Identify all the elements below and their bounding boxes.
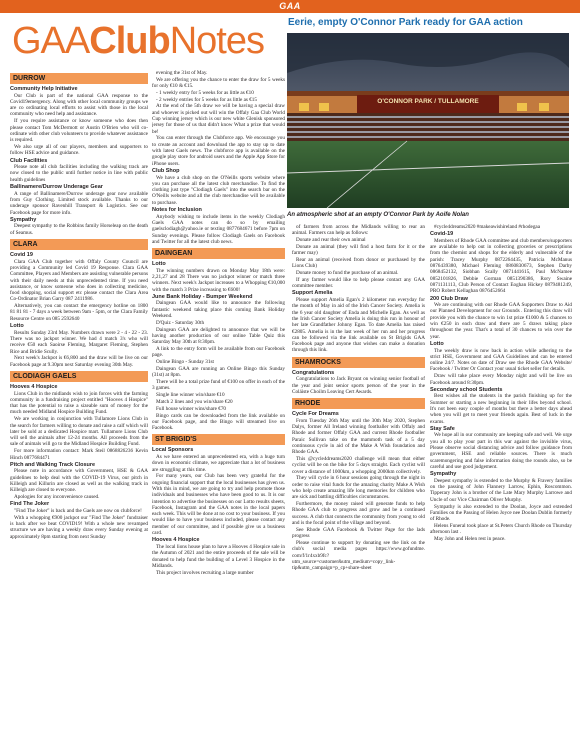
masthead-suffix: Notes — [169, 20, 264, 62]
paragraph: We are offering you the chance to enter the draw for 5 weeks for only €10 & €15. — [152, 76, 285, 90]
item-heading: June Bank Holiday - Bumper Weekend — [152, 293, 253, 300]
paragraph: Deepest sympathy to the Robbins family Horseleap on the death of Seamus. — [10, 223, 148, 236]
section-header: DAINGEAN — [152, 248, 285, 259]
item-heading: Covid 19 — [10, 252, 33, 259]
stadium-illustration — [287, 33, 569, 208]
paragraph: The winning numbers drawn on Monday May 18th were: 2,21,27 and 28 There was no jackpot winner or match three winners. Next week's Jackpot increases to a Whopping €10,000 with the match 3 Prize increasing to €600! — [152, 267, 285, 293]
paragraph: Helens Funeral took place at St.Peters Church Rhode on Thursday afternoon last . — [430, 522, 572, 536]
paragraph: This @cycle4dreams2020 challenge will mean that either cyclist will be on the bike for 5 days straight. Each cyclist will cover a distance of 1000km, a whopping 2000km collectively. — [292, 456, 425, 475]
paragraph: Single line winner win/share €10 — [156, 392, 225, 399]
paragraph: Anybody wishing to include items in the weekly Clodiagh Gaels GAA notes can do so by emailing gaelsclodiagh@yahoo.ie or texting 0877684671 before 7pm on Sunday evenings. Please follow Clodiagh Gaels on Facebook and Twitter for all the latest club news. — [152, 213, 285, 245]
item-heading: Lotto — [152, 261, 166, 268]
paragraph: of farmers from across the Midlands willing to rear an animal. Farmers can help as follows: — [292, 224, 425, 237]
column-2 — [152, 70, 285, 730]
item-heading: Hooves 4 Hospice — [10, 383, 58, 390]
masthead-prefix: GAA — [12, 20, 90, 62]
paragraph: Please note in accordance with Government, HSE & GAA guidelines to help deal with the COVID-19 Virus, our pitch in Killeigh and Killurin are closed as well as the walking track in Killeigh are closed to everyone. — [10, 468, 148, 494]
section-label: GAA — [279, 1, 301, 11]
paragraph: For many years, our Club has been very grateful for the ongoing financial support that the local businesses has given us. With this in mind, we are going to try and help promote those individuals and businesses who have been good to us. It is our intention to advertise the businesses on our Lotto results sheets, Facebook, Instagram and the GAA notes in the local papers each week. This will be done at no cost to your business. If you would like to have your business included, please contact any member of our committee, and if possible give us a business card. — [152, 473, 285, 537]
paragraph: Best wishes all the students in the parish finishing up for the Summer or starting a new beginning in their lifes beyond school. It's not been easy couple of months but there a better days ahead when you will get to meet your friends again. Best of luck in the exams. — [430, 393, 572, 425]
paragraph: Please support Amelia Egan's 2 kilometer run everyday for the month of May in aid of the Irish Cancer Society. Amelia is the 6 year old daughter of Enda and Michelle Egan. As well as the Irish Cancer Society Amelia is doing this run in honour of her late Grandfather Johnny Egan. To date Amelia has raised €2805. Amelia is in the last week of her run and her progress can be followed via the link available on St Brigids GAA Facebook page and anyone that wishes can make a donation through this link. — [292, 297, 425, 354]
paragraph: See Rhode GAA Facebook & Twitter Page for the lads progress — [292, 526, 425, 540]
item-heading: Congratulations — [292, 369, 335, 376]
paragraph: Full house winner wins/share €70 — [156, 405, 227, 412]
section-banner — [0, 0, 580, 13]
item-heading: Hooves 4 Hospice — [152, 537, 200, 544]
paragraph: May John and Helen rest in peace. — [434, 536, 506, 543]
paragraph: evening the 31st of May. — [156, 70, 208, 76]
paragraph: - 1 weekly entry for 5 weeks for as little as €10 — [156, 89, 254, 96]
paragraph: As we have entered an unprecedented era, with a huge turn down in economic climate, we appreciate that a lot of business are struggling at this time. — [152, 454, 285, 473]
item-heading: Pitch and Walking Track Closure — [10, 461, 96, 468]
item-heading: Covid-19 — [430, 231, 454, 238]
paragraph: Results Sunday 23rd May. Numbers drawn were 2 - 4 - 22 - 23. There was no jackpot winner. We had 4 match 3's who will receive €50 each Saoirse Fleming, Margaret Fleming, Stephen Rice and Bridie Scully. — [10, 329, 148, 355]
paragraph: Draw will take place every Monday night and will be live on Facebook around 8:30pm. — [430, 373, 572, 386]
paragraph: They will cycle in 6 hour sessions going through the night in order to raise vital funds for the amazing charity Make A Wish who help create amazing life long memories for children who are sick and battling difficulties circumstances. — [292, 475, 425, 501]
item-heading: Cycle For Dreams — [292, 411, 339, 418]
paragraph: Match 2 lines and you win/share €20 — [156, 398, 233, 405]
item-heading: Support Amelia — [292, 290, 333, 297]
section-header: CLARA — [10, 239, 148, 250]
section-header: SHAMROCKS — [292, 357, 425, 368]
item-heading: Ballinamere/Durrow Underage Gear — [10, 184, 103, 191]
paragraph: Clara GAA Club together with Offaly County Council are providing a Community led Covid 19 Response. Clara GAA Committee, Players and Members are assisting vulnerable persons with their daily needs at this unprecedented time. If you need assistance, or know someone who does in collecting medicine, food shopping, social support etc please contact the Clara Area Co-Ordinator Brian Garry 087 2411986. — [10, 258, 148, 303]
column-4 — [430, 224, 572, 729]
paragraph: Donate and rear their own animal — [296, 237, 366, 244]
paragraph: Congratulations to Jack Bryant on winning senior football of the year and joint senior sports person of the year in the Coláiste Choilm Leaving Cert Awards. — [292, 376, 425, 395]
paragraph: Donate an animal (they will find a host farm for it or the farmer may) — [292, 243, 425, 257]
paragraph: Daingean GAA would like to announce the following fantastic weekend taking place this coming Bank Holiday Weekend. — [152, 300, 285, 320]
paragraph: There will be a total prize fund of €100 on offer in each of the 3 games. — [152, 379, 285, 392]
item-heading: Lotto — [430, 340, 444, 347]
paragraph: At the end of the 5th draw we will be having a special draw and whoever is picked out will win the Offaly Gaa Club World Cup winning jersey which is our new white Glenisk sponsored jersey for those of us that didn't know What a prize that would be! — [152, 103, 285, 135]
paragraph: The weekly draw is now back in action while adhering to the strict HSE, Government and GAA Guidelines and can be entered online 24/7. Notes on date of Draw see the Rhode GAA Website/ Facebook / Twitter Or Contact your usual ticket seller for details. — [430, 347, 572, 373]
paragraph: A link to the entry form will be available from our Facebook page. — [152, 346, 285, 359]
item-heading: Club Shop — [152, 167, 180, 174]
masthead — [12, 18, 264, 64]
stadium-photo — [287, 33, 569, 208]
paragraph: We hope all in our community are keeping safe and well. We urge you all to play your part in this war against the invisible virus, Please observe social distancing advice and follow guidance from government, HSE and reliable sources. There is much scaremongering and false information doing the rounds also, so be careful and use good judgement. — [430, 432, 572, 470]
paragraph: From Tuesday 26th May until the 30th May 2020, Stephen Dalys, former All Ireland winning footballer with Offaly and Rhode and former Offaly GAA and current Rhode footballer Paraic Sullivan take on the mammoth task of a 5 day continuous cycle in aid of the Make A Wish foundation and Rhode GAA. — [292, 417, 425, 456]
paragraph: We also urge all of our players, members and supporters to follow HSE advice and guidance. — [10, 143, 148, 157]
masthead-club: Club — [89, 20, 170, 62]
item-heading: Sympathy — [10, 216, 37, 223]
item-heading: Stay Safe — [430, 425, 455, 432]
paragraph: If you require assistance or know someone who does then please contact Tom McDermott or Austin O'Brien who will co-ordinate with other club volunteers to provide whatever assistance is required. — [10, 118, 148, 144]
item-heading: Sympathy — [430, 471, 457, 478]
item-heading: 200 Club Draw — [430, 295, 468, 302]
paragraph: You can enter through the Clubforce app. We encourage you to create an account and download the app to stay up to date with latest Gaels news. The clubforce app is available on the google play store for android users and the Apple App Store for iPhone users. — [152, 135, 285, 167]
section-header: ST BRIGID'S — [152, 434, 285, 445]
paragraph: Donate money to fund the purchase of an animal. — [296, 270, 399, 277]
paragraph: Please note all club facilities including the walking track are now closed to the public until further notice in line with public health guidelines — [10, 164, 148, 183]
paragraph: With a whopping €900 jackpot our "Find The Joker" fundraiser is back after we beat COVID19! With a whole new revamped structure we are having a weekly draw every Sunday evening at approximately 8pm starting from next Sunday — [10, 514, 148, 540]
item-heading: Club Facilities — [10, 157, 48, 164]
paragraph: Members of Rhode GAA committee and club members/supporters are available to help out in collecting groceries or prescriptions from the chemist and shops for the elderly and vulnerable of the parish: Tracey Murphy 0872264435, Patricia McManus 0876439380, Michael Fleming 0860830673, Stephen Darby 0868452132, Siobhan Scally 0871441615, Paul McNamee 0852101826, Debbie Gorman 0851390386, Rory Swaine 0871131113, Club Person of Contact Eoghan Hickey 0879481249, PRO Robert Kellaghan 0876452664 — [430, 237, 572, 295]
item-heading: Notes for Inclusion — [152, 207, 202, 214]
item-heading: Secondary school Students — [430, 386, 503, 393]
paragraph: Our Club is part of the national GAA response to the Covid19emergency. Along with other local community groups we are co ordinating local efforts to assist with those in the local community who need help and assistance. — [10, 92, 148, 118]
paragraph: We have a club shop on the O'Neills sports website where you can purchase all the latest club merchandise. To find the clothing just type "Clodiagh Gaels" into the search bar on the O'Neills website and all the club merchandise will be available to purchase. — [152, 174, 285, 206]
paragraph: Deepest sympathy is extended to the Murphy & Fravery families on the passing of John Flannery Larrow, Ephin, Roscommon. Tipperary John is a brother of the Late Mary Murphy Larrowe and Uncle of our Vice Chairman Oliver Murphy. — [430, 477, 572, 503]
paragraph: If any farmer would like to help please contact any GAA committee member. — [292, 276, 425, 290]
paragraph: Next week's Jackpot is €6,800 and the draw will be live on our Facebook page at 9.30pm next Saturday evening 30th May. — [10, 355, 148, 368]
item-heading: Lotto — [10, 323, 24, 330]
paragraph: Daingean GAA are delighted to announce that we will be having another production of our online Table Quiz this Saturday May 30th at 8:30pm. — [152, 326, 285, 346]
paragraph: Furthermore, the money raised will generate funds to help Rhode GAA club to progress and grow and be a continued success. A club that connects the community from young to old and is the focal point of the village and beyond. — [292, 501, 425, 527]
item-heading: Community Help Initiative — [10, 86, 78, 92]
photo-headline: Eerie, empty O'Connor Park ready for GAA action — [288, 17, 523, 28]
section-header: DURROW — [10, 73, 148, 84]
paragraph: Alternatively, you can contact the emergency hotline on 1800 81 81 81 - 7 days a week between 9am - 5pm, or the Clara Family Resource Centre on 085 2592640 — [10, 303, 148, 322]
paragraph: This project involves recruiting a large number — [156, 569, 254, 576]
column-1 — [10, 70, 148, 730]
paragraph: - 2 weekly entries for 5 weeks for as little as €15 — [156, 96, 257, 103]
item-heading: Find The Joker — [10, 501, 50, 508]
section-header: CLODIAGH GAELS — [10, 371, 148, 382]
photo-caption: An atmospheric shot at an empty O'Connor Park by Aoife Nolan — [287, 212, 469, 218]
paragraph: #cycle4dreams2020 #makeawishireland #rhodegaa — [434, 224, 541, 230]
paragraph: Sympathy is also extended to the Doolan, Joyce and extended Families on the Passing of Helen Joyce nee Doolan Dublin formerly of Rhode. — [430, 503, 572, 523]
paragraph: Rear an animal (received from donor or purchased by the Lions Club) — [292, 256, 425, 270]
paragraph: Daingean GAA are running an Online Bingo this Sunday (31st) at 8pm. — [152, 365, 285, 379]
paragraph: "Find The Joker" is back and the Gaels are now on clubforce! — [14, 507, 142, 514]
paragraph: The local lions house plan to have a Hooves 4 Hospice sale in the Autumn of 2021 and the entire proceeds of the sale will be donated to help fund the building of a Level 3 Hospice in the Midlands. — [152, 543, 285, 569]
paragraph: Bingo cards can be downloaded from the link available on our Facebook page, and the Bingo will streamed live on Facebook. — [152, 412, 285, 432]
paragraph: Apologies for any inconvenience caused. — [14, 494, 100, 501]
paragraph: Please continue to support by donating see the link on the club's social media pages https://www.gofundme. com/f/1r4xxb9fc?utm_source=customer&utm_medium=copy_link-tip&utm_campaign=p_cp+share-sheet — [292, 539, 425, 572]
section-header: RHODE — [292, 398, 425, 409]
paragraph: We are working in conjunction with Tullamore Lions Club in the search for farmers willing to donate and raise a calf which will later be sold at a dedicated Hospice mart. Tullamore Lions Club will sell the animals after 12-24 months. All proceeds from the sale of animals will go to the Midland Hospice Building Fund. — [10, 416, 148, 448]
paragraph: Online Bingo - Sunday 31st — [156, 359, 214, 366]
paragraph: We are continuing with our Rhode GAA Supporters Draw to Aid our Planned Development for our Grounds . Entering this draw will provide you with the chance to win 1st prize €1000 & 5 chances to win €250 in each draw and there are 5 draws taking place throughout the year. That's a total of 30 chances to win over the year. — [430, 302, 572, 340]
column-3 — [292, 224, 425, 729]
item-heading: Local Sponsors — [152, 447, 194, 454]
paragraph: For more information contact: Mark Steil 0868826236 Kevin Hinch 0877684471 — [10, 448, 148, 461]
paragraph: Lions Club in the midlands wish to join forces with the farming community in a fundraising project entitled "Hooves 4 Hospice" that has the potential to raise a sizeable sum of money for the much needed Midland Hospice Building Fund. — [10, 390, 148, 416]
paragraph: D'Quiz - Saturday 30th — [156, 319, 205, 326]
stadium-sign: O'CONNOR PARK / TULLAMORE — [377, 98, 479, 105]
paragraph: A range of Ballinamere/Durrow underage gear now available from Guy Clothing. Limited stock available. Thanks to our underage sponsor Ravenhill Transport & Logistics. See our Facebook page for more info. — [10, 190, 148, 216]
